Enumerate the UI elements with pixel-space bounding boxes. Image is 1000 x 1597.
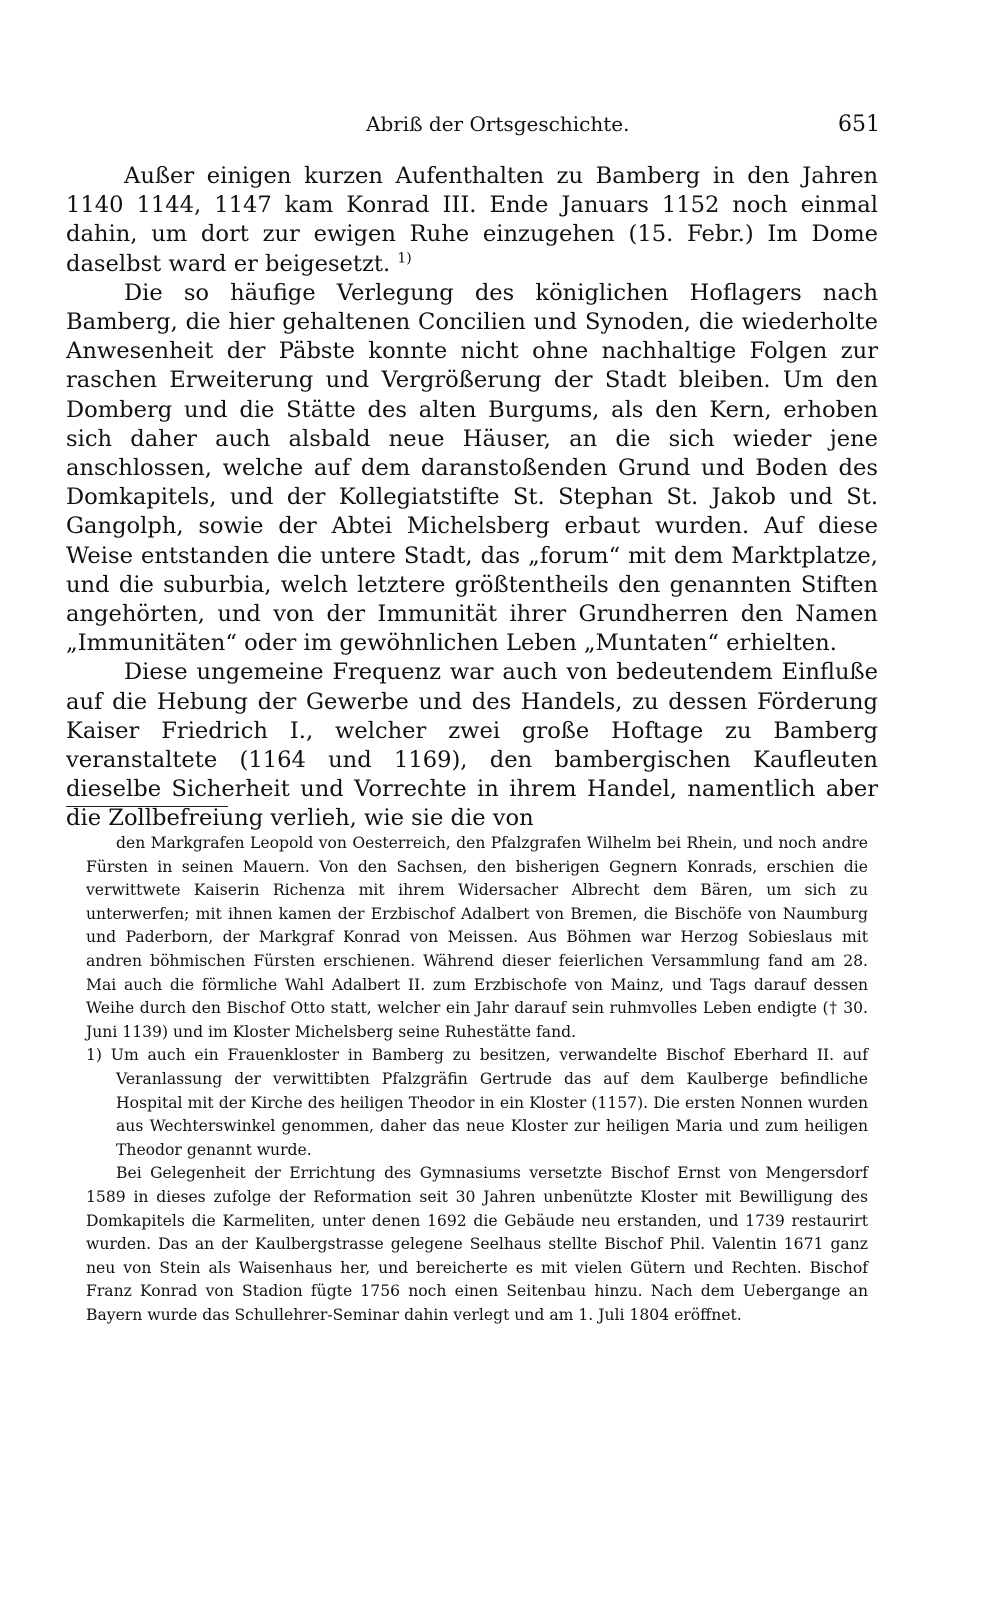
page-header bbox=[66, 112, 880, 144]
paragraph-konrad bbox=[66, 162, 878, 279]
main-text bbox=[66, 162, 878, 834]
footnote-separator bbox=[66, 806, 228, 807]
footnote-1 bbox=[86, 1044, 868, 1162]
running-title: Abriß der Ortsgeschichte. bbox=[366, 112, 630, 136]
page-number: 651 bbox=[838, 112, 880, 137]
footnotes bbox=[86, 832, 868, 1327]
paragraph-konrad-text: Außer einigen kurzen Aufenthalten zu Bamberg in den Jahren 1140 1144, 1147 kam Konrad III. Ende Januars 1152 noch einmal dahin, um dort zur ewigen Ruhe einzugehen (15. Febr.) Im Dome daselbst ward er beigesetzt. bbox=[66, 163, 878, 277]
footnote-continuation: den Markgrafen Leopold von Oesterreich, den Pfalzgrafen Wilhelm bei Rhein, und noch andre Fürsten in seinen Mauern. Von den Sachsen, den bisherigen Gegnern Konrads, erschien die verwittwete Kaiserin Richenza mit ihrem Widersacher Albrecht dem Bären, um sich zu unterwerfen; mit ihnen kamen der Erzbischof Adalbert von Bremen, die Bischöfe von Naumburg und Paderborn, der Markgraf Konrad von Meissen. Aus Böhmen war Herzog Sobieslaus mit andren böhmischen Fürsten erschienen. Während dieser feierlichen Versammlung fand am 28. Mai auch die förmliche Wahl Adalbert II. zum Erzbischofe von Mainz, und Tags darauf dessen Weihe durch den Bischof Otto statt, welcher ein Jahr darauf sein ruhmvolles Leben endigte († 30. Juni 1139) und im Kloster Michelsberg seine Ruhestätte fand. bbox=[86, 834, 868, 1041]
footnote-1-paragraph-2: Bei Gelegenheit der Errichtung des Gymnasiums versetzte Bischof Ernst von Mengersdorf 1589 in dieses zufolge der Reformation seit 30 Jahren unbenützte Kloster mit Bewilligung des Domkapitels die Karmeliten, unter denen 1692 die Gebäude neu erstanden, und 1739 restaurirt wurden. Das an der Kaulbergstrasse gelegene Seelhaus stellte Bischof Phil. Valentin 1671 ganz neu von Stein als Waisenhaus her, und bereicherte es mit vielen Gütern und Rechten. Bischof Franz Konrad von Stadion fügte 1756 noch einen Seitenbau hinzu. Nach dem Uebergange an Bayern wurde das Schullehrer-Seminar dahin verlegt und am 1. Juli 1804 eröffnet. bbox=[86, 1164, 868, 1324]
footnote-1-marker: 1) bbox=[86, 1046, 103, 1065]
footnote-reference: 1) bbox=[397, 250, 412, 267]
paragraph-city-growth: Die so häufige Verlegung des königlichen Hoflagers nach Bamberg, die hier gehaltenen Concilien und Synoden, die wiederholte Anwesenheit der Päbste konnte nicht ohne nachhaltige Folgen zur raschen Erweiterung und Vergrößerung der Stadt bleiben. Um den Domberg und die Stätte des alten Burgums, als den Kern, erhoben sich daher auch alsbald neue Häuser, an die sich wieder jene anschlossen, welche auf dem daranstoßenden Grund und Boden des Domkapitels, und der Kollegiatstifte St. Stephan St. Jakob und St. Gangolph, sowie der Abtei Michelsberg erbaut wurden. Auf diese Weise entstanden die untere Stadt, das „forum“ mit dem Marktplatze, und die suburbia, welch letztere größtentheils den genannten Stiften angehörten, und von der Immunität ihrer Grundherren den Namen „Immunitäten“ oder im gewöhnlichen Leben „Muntaten“ erhielten. bbox=[66, 279, 878, 657]
footnote-1-text: Um auch ein Frauenkloster in Bamberg zu besitzen, verwandelte Bischof Eberhard II. auf Veranlassung der verwittibten Pfalzgräfin Gertrude das auf dem Kaulberge befindliche Hospital mit der Kirche des heiligen Theodor in ein Kloster (1157). Die ersten Nonnen wurden aus Wechterswinkel genommen, daher das neue Kloster zur heiligen Maria und zum heiligen Theodor genannt wurde. bbox=[110, 1046, 868, 1159]
paragraph-trade: Diese ungemeine Frequenz war auch von bedeutendem Einfluße auf die Hebung der Gewerbe und des Handels, zu dessen Förderung Kaiser Friedrich I., welcher zwei große Hoftage zu Bamberg veranstaltete (1164 und 1169), den bambergischen Kaufleuten dieselbe Sicherheit und Vorrechte in ihrem Handel, namentlich aber die Zollbefreiung verlieh, wie sie die von bbox=[66, 659, 878, 832]
